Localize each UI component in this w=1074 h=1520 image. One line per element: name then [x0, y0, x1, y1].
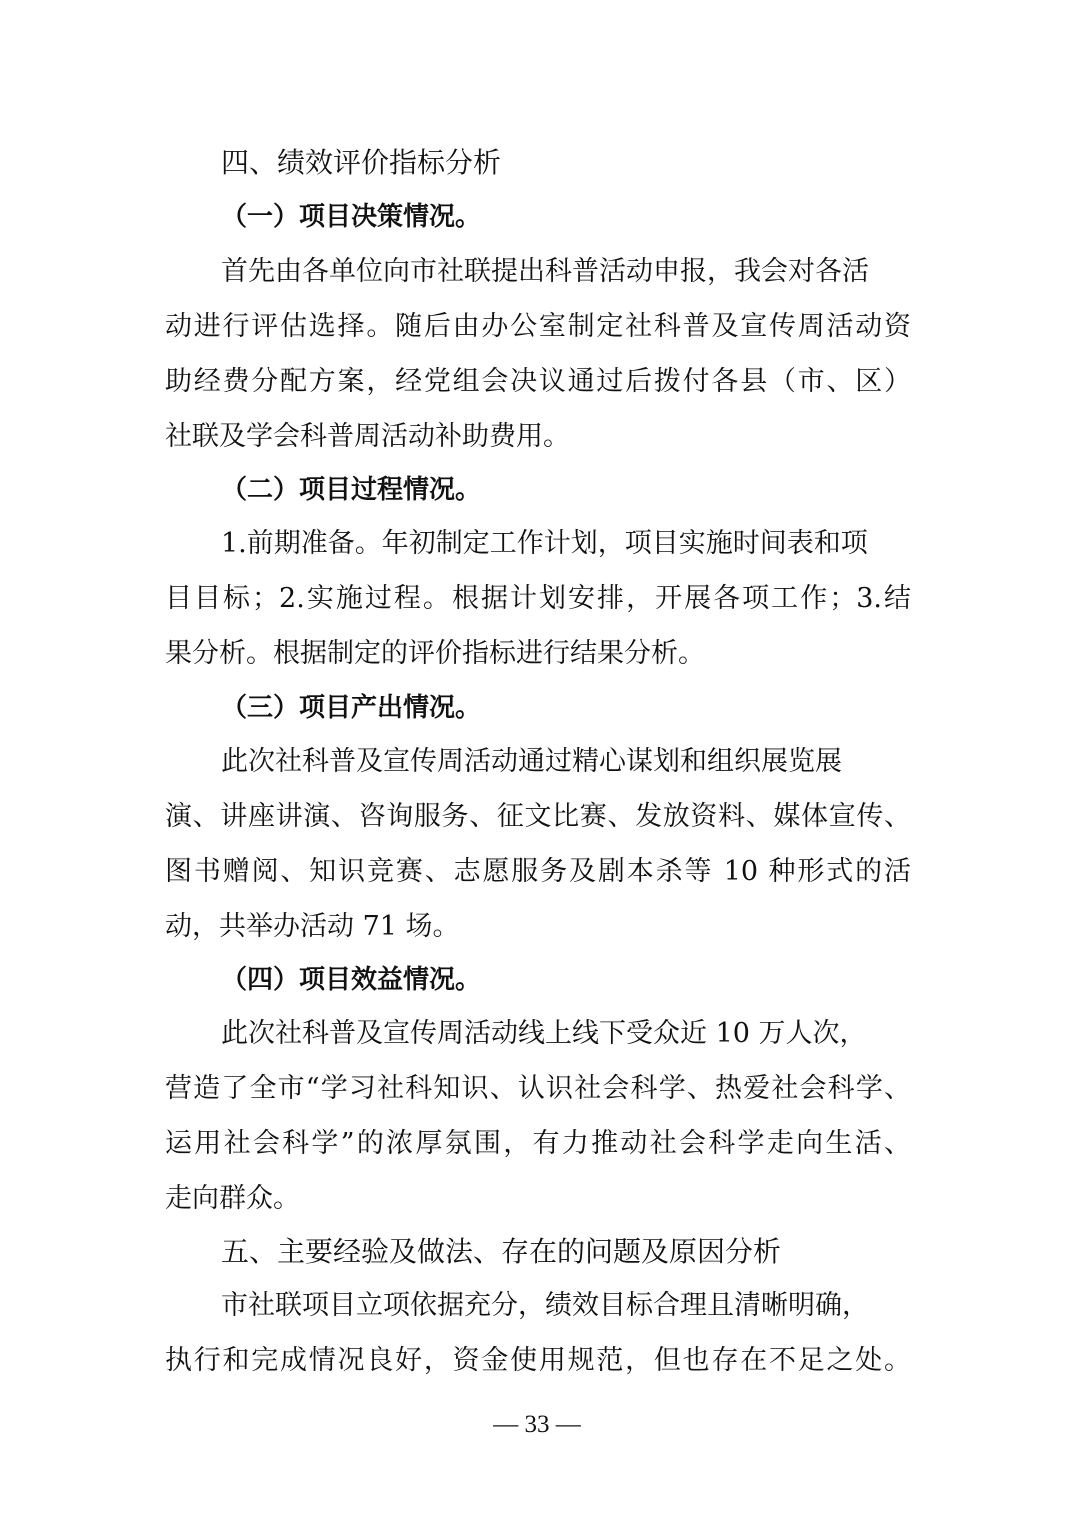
paragraph-line: 助经费分配方案，经党组会决议通过后拨付各县（市、区） — [165, 366, 911, 397]
paragraph-line: 执行和完成情况良好，资金使用规范，但也存在不足之处。 — [165, 1345, 911, 1376]
subsection-4-heading: （四）项目效益情况。 — [221, 965, 482, 995]
paragraph-line: 目目标；2.实施过程。根据计划安排，开展各项工作；3.结 — [165, 583, 911, 614]
subsection-1-heading: （一）项目决策情况。 — [221, 202, 482, 232]
subsection-3-heading: （三）项目产出情况。 — [221, 693, 482, 723]
paragraph-line: 图书赠阅、知识竞赛、志愿服务及剧本杀等 10 种形式的活 — [165, 856, 911, 887]
paragraph-line: 运用社会科学”的浓厚氛围，有力推动社会科学走向生活、 — [165, 1128, 911, 1159]
paragraph-line: 社联及学会科普周活动补助费用。 — [165, 421, 570, 452]
section-5-heading: 五、主要经验及做法、存在的问题及原因分析 — [221, 1235, 782, 1268]
paragraph-line: 此次社科普及宣传周活动通过精心谋划和组织展览展 — [221, 746, 842, 777]
paragraph-line: 营造了全市“学习社科知识、认识社会科学、热爱社会科学、 — [165, 1073, 911, 1104]
paragraph-line: 1.前期准备。年初制定工作计划，项目实施时间表和项 — [221, 528, 868, 559]
paragraph-line: 动，共举办活动 71 场。 — [165, 911, 460, 942]
paragraph-line: 此次社科普及宣传周活动线上线下受众近 10 万人次， — [221, 1018, 867, 1049]
page-number: — 33 — — [493, 1411, 581, 1438]
paragraph-line: 市社联项目立项依据充分，绩效目标合理且清晰明确， — [221, 1290, 869, 1321]
paragraph-line: 果分析。根据制定的评价指标进行结果分析。 — [165, 638, 705, 669]
paragraph-line: 演、讲座讲演、咨询服务、征文比赛、发放资料、媒体宣传、 — [165, 801, 911, 832]
paragraph-line: 首先由各单位向市社联提出科普活动申报，我会对各活 — [221, 256, 869, 287]
section-4-heading: 四、绩效评价指标分析 — [221, 146, 502, 179]
paragraph-line: 动进行评估选择。随后由办公室制定社科普及宣传周活动资 — [165, 311, 911, 342]
paragraph-line: 走向群众。 — [165, 1183, 300, 1214]
subsection-2-heading: （二）项目过程情况。 — [221, 475, 482, 505]
